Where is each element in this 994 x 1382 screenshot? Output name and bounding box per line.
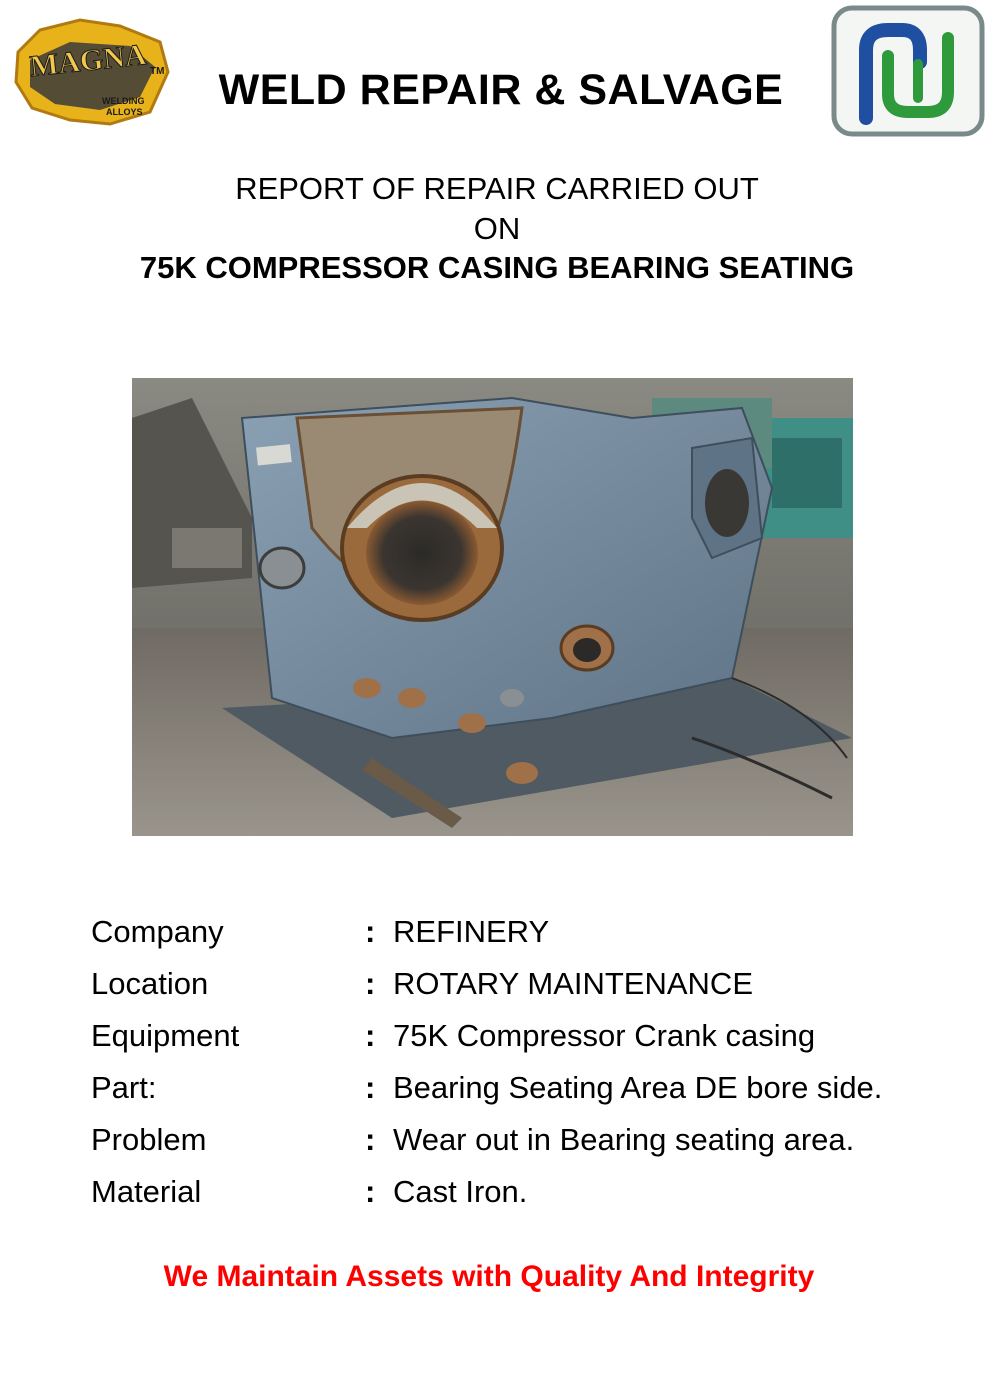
detail-label: Part: (91, 1070, 157, 1105)
detail-value: ROTARY MAINTENANCE (393, 966, 753, 1001)
detail-label: Problem (91, 1122, 207, 1157)
report-subject: 75K COMPRESSOR CASING BEARING SEATING (139, 250, 855, 285)
detail-value: Cast Iron. (393, 1174, 528, 1209)
detail-label: Material (91, 1174, 202, 1209)
detail-label: Equipment (91, 1018, 240, 1053)
detail-label: Company (91, 914, 224, 949)
detail-colon: : (365, 1122, 376, 1157)
detail-colon: : (365, 966, 376, 1001)
report-heading-line2: ON (473, 211, 521, 246)
compressor-casing-photo (132, 378, 853, 836)
detail-colon: : (365, 1070, 376, 1105)
detail-colon: : (365, 914, 376, 949)
detail-value: Wear out in Bearing seating area. (393, 1122, 855, 1157)
detail-row-part (91, 1068, 971, 1120)
detail-row-location (91, 964, 971, 1016)
report-heading-line1: REPORT OF REPAIR CARRIED OUT (235, 171, 759, 206)
details-table (91, 912, 971, 1224)
svg-text:MAGNA: MAGNA (28, 38, 148, 84)
svg-text:WELDING: WELDING (102, 96, 145, 106)
detail-colon: : (365, 1174, 376, 1209)
detail-value: 75K Compressor Crank casing (393, 1018, 816, 1053)
svg-text:TM: TM (150, 66, 165, 77)
detail-colon: : (365, 1018, 376, 1053)
detail-value: REFINERY (393, 914, 550, 949)
page-title: WELD REPAIR & SALVAGE (218, 66, 784, 114)
detail-row-company (91, 912, 971, 964)
detail-row-equipment (91, 1016, 971, 1068)
svg-text:ALLOYS: ALLOYS (106, 107, 143, 117)
tagline: We Maintain Assets with Quality And Integrity (163, 1260, 815, 1293)
detail-value: Bearing Seating Area DE bore side. (393, 1070, 883, 1105)
detail-label: Location (91, 966, 209, 1001)
detail-row-problem (91, 1120, 971, 1172)
detail-row-material (91, 1172, 971, 1224)
